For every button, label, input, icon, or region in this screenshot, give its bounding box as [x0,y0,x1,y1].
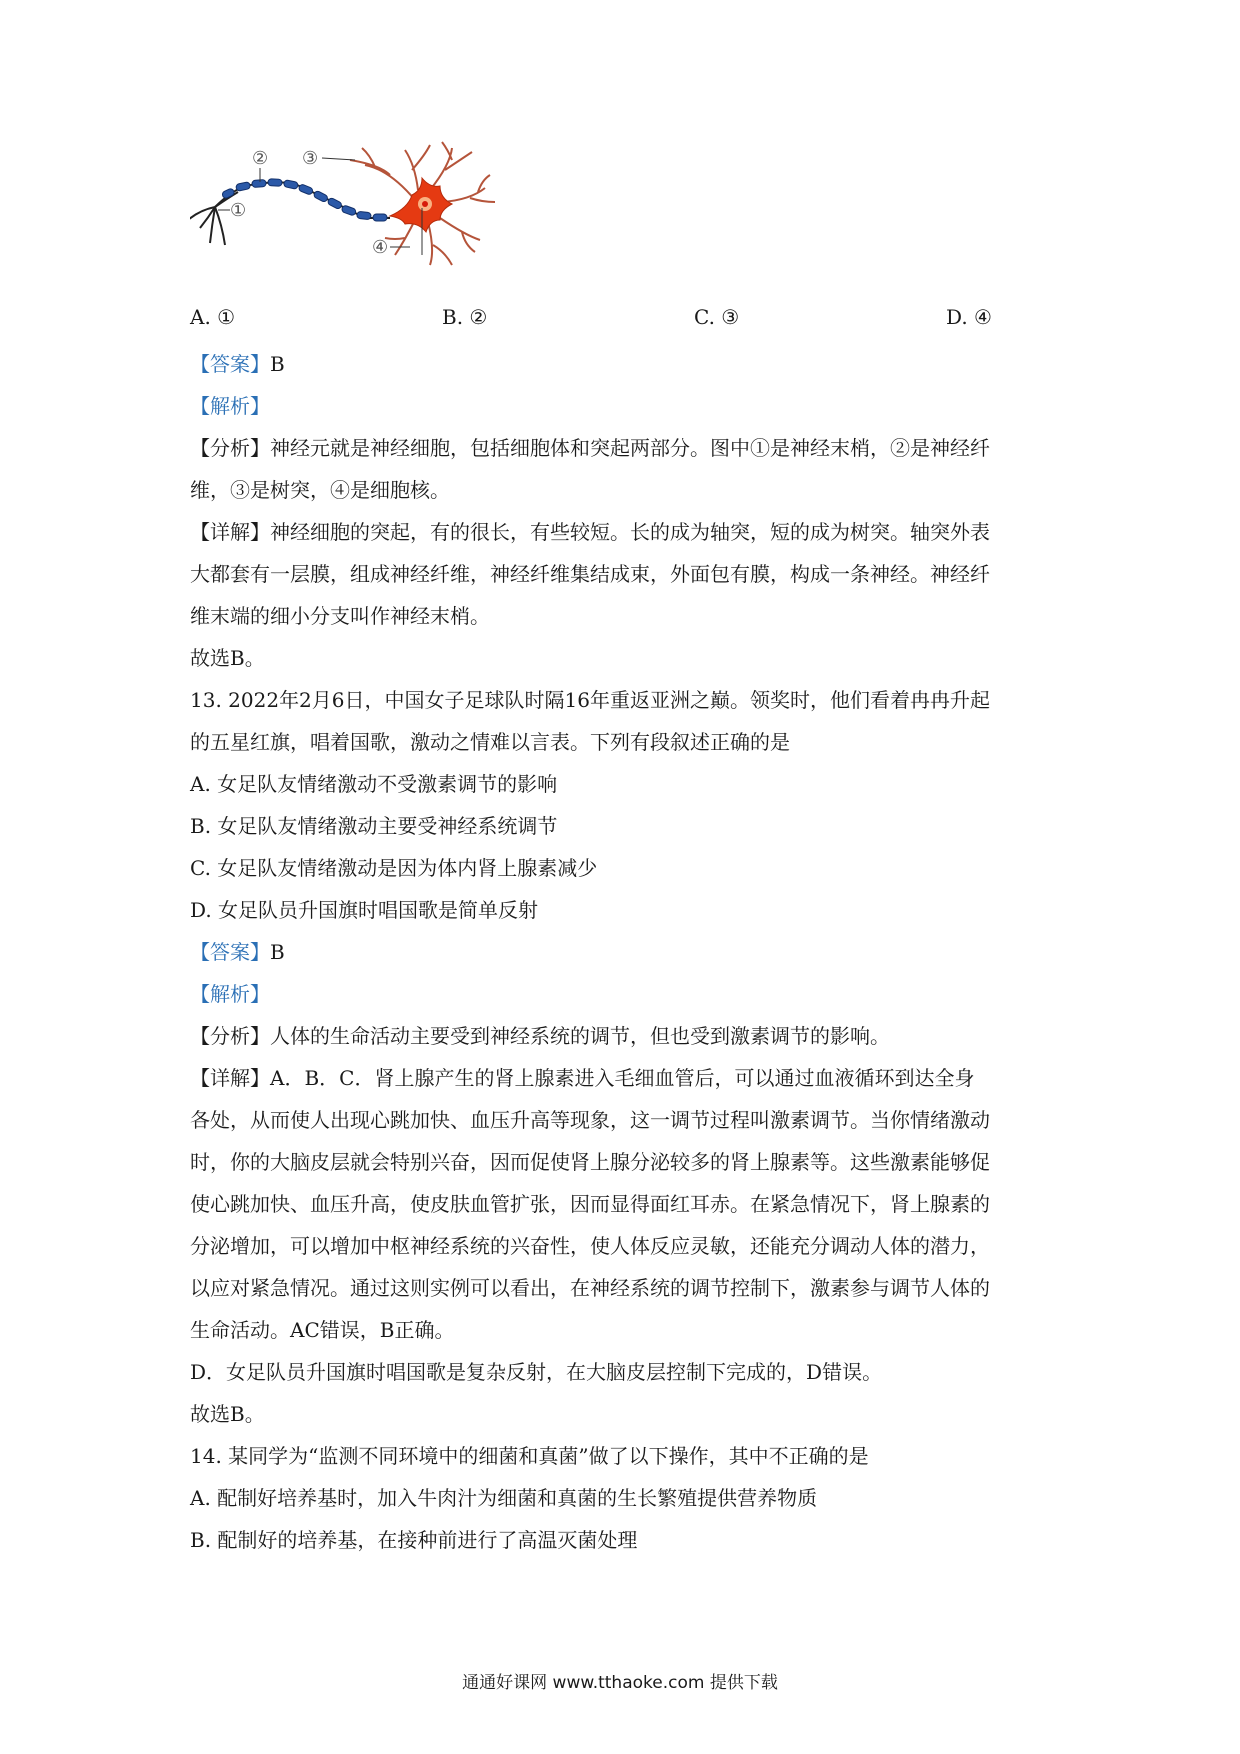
q13-option-c: C. 女足队友情绪激动是因为体内肾上腺素减少 [190,856,598,880]
q13-option-a: A. 女足队友情绪激动不受激素调节的影响 [190,772,558,796]
q13-option-d: D. 女足队员升国旗时唱国歌是简单反射 [190,898,539,922]
q13-xiangjie-line-3: 时，你的大脑皮层就会特别兴奋，因而促使肾上腺分泌较多的肾上腺素等。这些激素能够促 [190,1150,990,1174]
q12-option-a: A. ① [190,305,236,329]
label-3: ③ [302,148,319,169]
q12-option-b: B. ② [442,305,488,329]
label-4: ④ [372,237,389,258]
q14-option-b: B. 配制好的培养基，在接种前进行了高温灭菌处理 [190,1528,638,1552]
q13-xiangjie-line-7: 生命活动。AC错误，B正确。 [190,1318,455,1342]
q12-option-d: D. ④ [946,305,992,329]
q13-xiangjie-line-8: D．女足队员升国旗时唱国歌是复杂反射，在大脑皮层控制下完成的，D错误。 [190,1360,883,1384]
q13-xiangjie-line-1: 【详解】A．B．C．肾上腺产生的肾上腺素进入毛细血管后，可以通过血液循环到达全身 [190,1066,975,1090]
q13-answer: 【答案】B [190,940,285,964]
q12-answer: 【答案】B [190,352,285,376]
label-2: ② [252,148,269,169]
q13-xiangjie-line-4: 使心跳加快、血压升高，使皮肤血管扩张，因而显得面红耳赤。在紧急情况下，肾上腺素的 [190,1192,990,1216]
q12-fenxi-line-1: 【分析】神经元就是神经细胞，包括细胞体和突起两部分。图中①是神经末梢，②是神经纤 [190,436,990,460]
label-1: ① [230,200,247,221]
q13-stem-line-1: 13. 2022年2月6日，中国女子足球队时隔16年重返亚洲之巅。领奖时，他们看着冉冉升起 [190,688,990,712]
q12-analysis-heading: 【解析】 [190,394,270,418]
q13-xiangjie-line-5: 分泌增加，可以增加中枢神经系统的兴奋性，使人体反应灵敏，还能充分调动人体的潜力， [190,1234,990,1258]
q12-conclusion: 故选B。 [190,646,265,670]
q14-option-a: A. 配制好培养基时，加入牛肉汁为细菌和真菌的生长繁殖提供营养物质 [190,1486,818,1510]
myelin-sheath [221,179,387,221]
q13-conclusion: 故选B。 [190,1402,265,1426]
q13-fenxi-line-1: 【分析】人体的生命活动主要受到神经系统的调节，但也受到激素调节的影响。 [190,1024,890,1048]
q12-xiangjie-line-1: 【详解】神经细胞的突起，有的很长，有些较短。长的成为轴突，短的成为树突。轴突外表 [190,520,990,544]
q12-fenxi-line-2: 维，③是树突，④是细胞核。 [190,478,450,502]
page-footer: 通通好课网 www.tthaoke.com 提供下载 [462,1673,778,1693]
q13-stem-line-2: 的五星红旗，唱着国歌，激动之情难以言表。下列有段叙述正确的是 [190,730,790,754]
q12-xiangjie-line-3: 维末端的细小分支叫作神经末梢。 [190,604,490,628]
q13-analysis-heading: 【解析】 [190,982,270,1006]
q13-option-b: B. 女足队友情绪激动主要受神经系统调节 [190,814,558,838]
q12-options [190,305,1060,341]
q14-stem-line-1: 14. 某同学为“监测不同环境中的细菌和真菌”做了以下操作，其中不正确的是 [190,1444,869,1468]
q13-xiangjie-line-6: 以应对紧急情况。通过这则实例可以看出，在神经系统的调节控制下，激素参与调节人体的 [190,1276,990,1300]
neuron-diagram [190,140,550,290]
q13-xiangjie-line-2: 各处，从而使人出现心跳加快、血压升高等现象，这一调节过程叫激素调节。当你情绪激动 [190,1108,990,1132]
q12-option-c: C. ③ [694,305,740,329]
q12-xiangjie-line-2: 大都套有一层膜，组成神经纤维，神经纤维集结成束，外面包有膜，构成一条神经。神经纤 [190,562,990,586]
